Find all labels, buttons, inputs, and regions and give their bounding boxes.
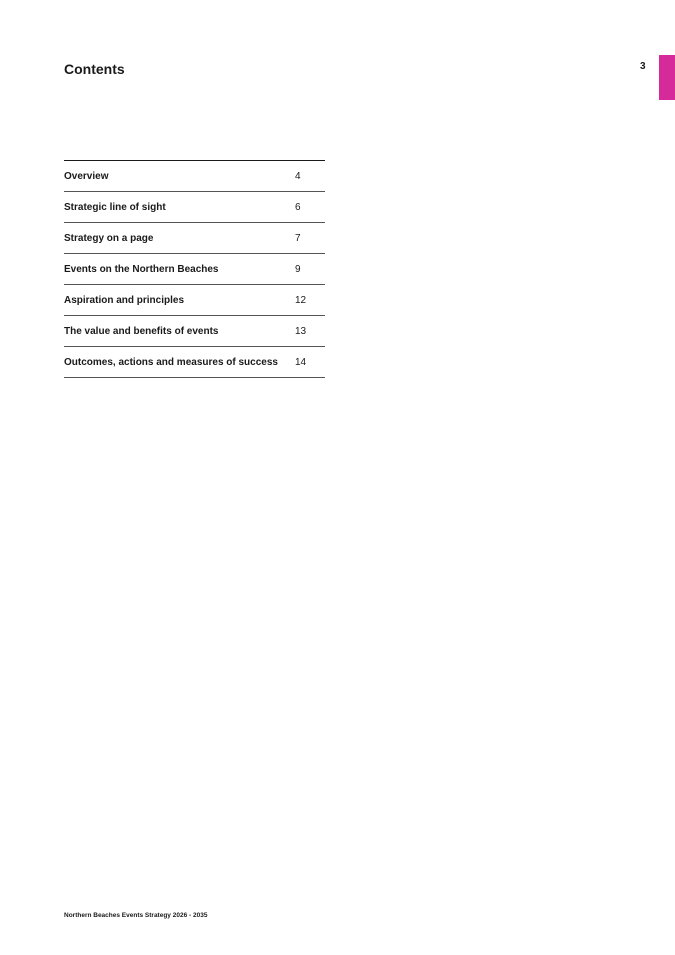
toc-item-label: Outcomes, actions and measures of success: [64, 356, 278, 368]
toc-item-overview[interactable]: [64, 161, 325, 192]
toc-item-page: 4: [295, 170, 301, 182]
page-title: Contents: [64, 61, 125, 77]
toc-item-outcomes-actions-measures[interactable]: [64, 347, 325, 378]
toc-item-page: 9: [295, 263, 301, 275]
toc-item-value-and-benefits[interactable]: [64, 316, 325, 347]
table-of-contents: [64, 160, 325, 378]
toc-item-page: 13: [295, 325, 307, 337]
toc-item-page: 6: [295, 201, 301, 213]
page-footer: Northern Beaches Events Strategy 2026 - 2035: [64, 912, 208, 919]
toc-item-strategy-on-a-page[interactable]: [64, 223, 325, 254]
toc-item-page: 14: [295, 356, 307, 368]
toc-item-aspiration-and-principles[interactable]: [64, 285, 325, 316]
toc-item-label: Overview: [64, 170, 109, 182]
toc-item-label: Events on the Northern Beaches: [64, 263, 219, 275]
toc-item-page: 7: [295, 232, 301, 244]
accent-tab: [659, 55, 675, 100]
toc-item-label: Strategic line of sight: [64, 201, 166, 213]
toc-item-strategic-line-of-sight[interactable]: [64, 192, 325, 223]
page-number: 3: [640, 61, 646, 72]
toc-item-page: 12: [295, 294, 307, 306]
toc-item-label: The value and benefits of events: [64, 325, 219, 337]
toc-item-label: Strategy on a page: [64, 232, 154, 244]
toc-item-label: Aspiration and principles: [64, 294, 185, 306]
toc-item-events-on-the-northern-beaches[interactable]: [64, 254, 325, 285]
